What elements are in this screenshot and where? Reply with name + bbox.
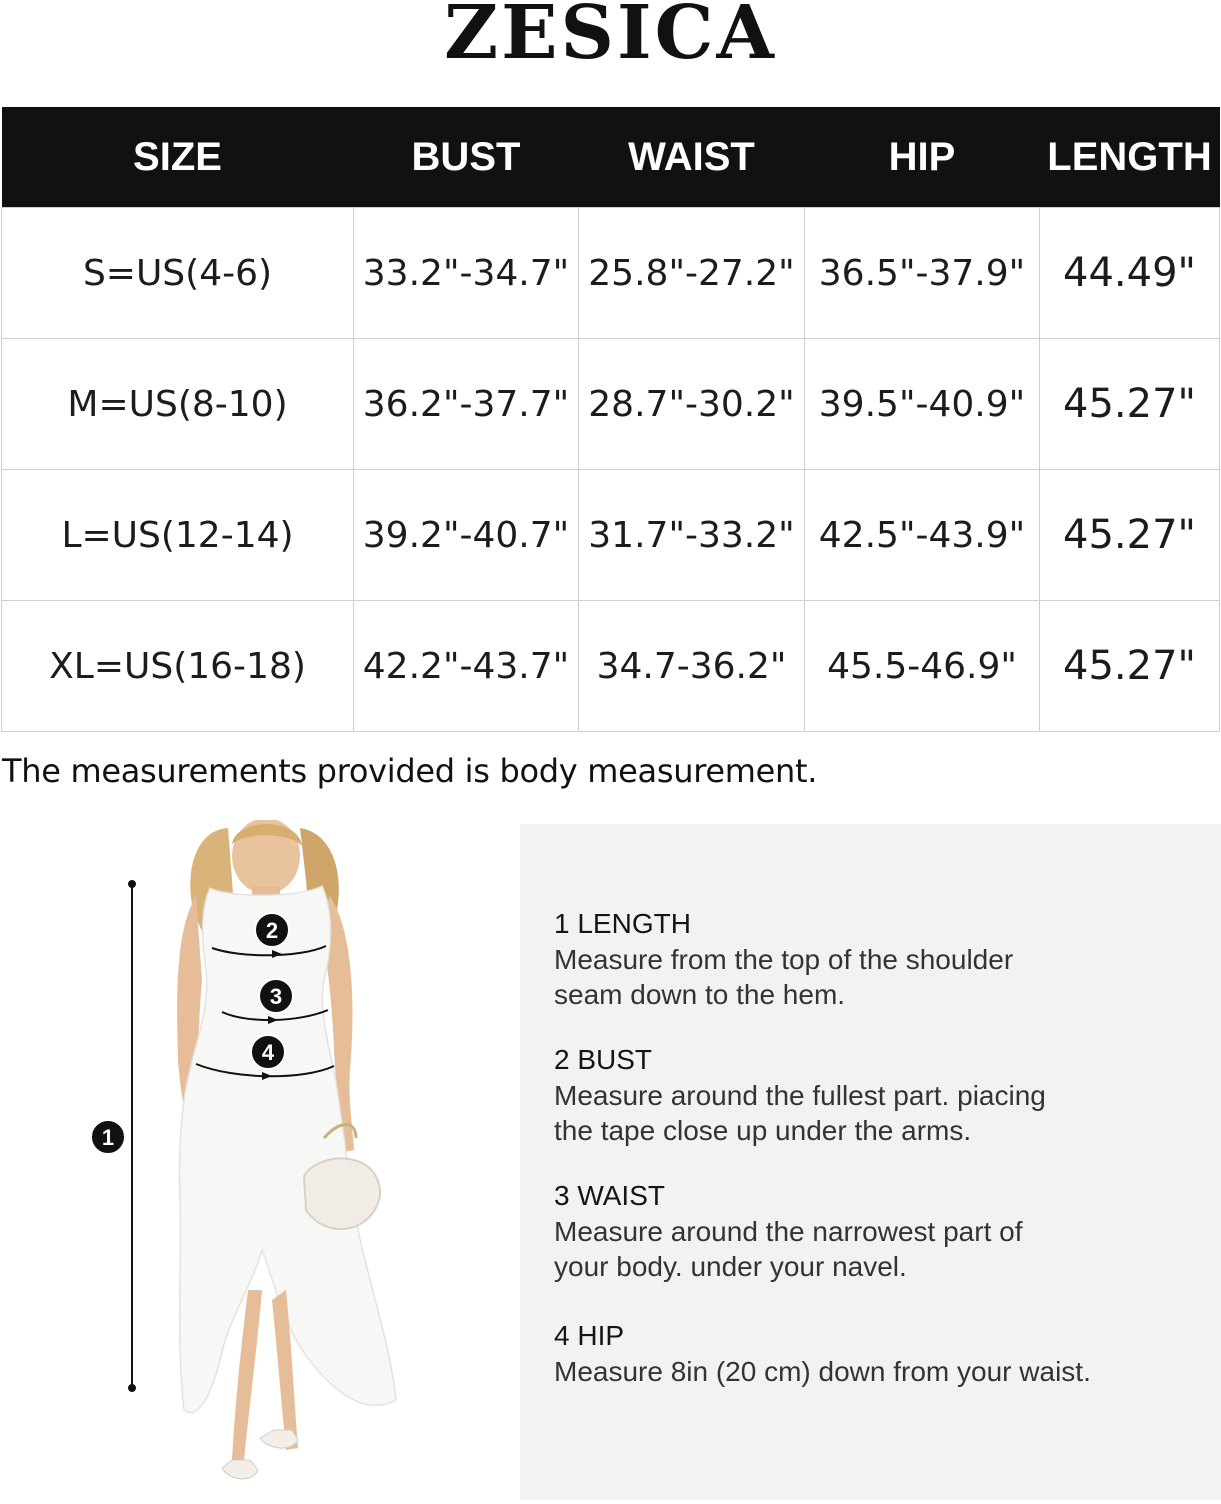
cell-waist: 34.7-36.2" [579, 601, 805, 732]
marker-4-label: 4 [261, 1040, 275, 1065]
guide-step-desc: Measure around the fullest part. piacing the tape close up under the arms. [554, 1080, 1046, 1146]
cell-bust: 36.2"-37.7" [354, 339, 579, 470]
guide-step-length [554, 906, 1194, 1012]
cell-size: M=US(8-10) [2, 339, 354, 470]
table-row [2, 208, 1220, 339]
measurement-note: The measurements provided is body measurement. [2, 752, 818, 790]
length-guide-top-dot [128, 880, 136, 888]
cell-waist: 25.8"-27.2" [579, 208, 805, 339]
header-size: SIZE [2, 107, 354, 208]
cell-size: L=US(12-14) [2, 470, 354, 601]
cell-hip: 45.5-46.9" [805, 601, 1040, 732]
header-hip: HIP [805, 107, 1040, 208]
cell-bust: 33.2"-34.7" [354, 208, 579, 339]
marker-3-label: 3 [269, 984, 283, 1009]
cell-size: S=US(4-6) [2, 208, 354, 339]
table-row [2, 339, 1220, 470]
table-header-row [2, 107, 1220, 208]
right-shoe [260, 1430, 298, 1448]
cell-waist: 31.7"-33.2" [579, 470, 805, 601]
cell-hip: 36.5"-37.9" [805, 208, 1040, 339]
left-shoe [222, 1460, 258, 1479]
table-row [2, 470, 1220, 601]
dress-illustration [0, 820, 520, 1500]
cell-waist: 28.7"-30.2" [579, 339, 805, 470]
handbag [304, 1158, 380, 1229]
table-row [2, 601, 1220, 732]
cell-length: 45.27" [1040, 470, 1220, 601]
cell-length: 45.27" [1040, 601, 1220, 732]
cell-size: XL=US(16-18) [2, 601, 354, 732]
guide-step-title: 4 HIP [554, 1320, 625, 1351]
guide-step-title: 3 WAIST [554, 1180, 665, 1211]
guide-step-title: 2 BUST [554, 1044, 653, 1075]
cell-bust: 42.2"-43.7" [354, 601, 579, 732]
guide-step-title: 1 LENGTH [554, 908, 691, 939]
guide-step-desc: Measure 8in (20 cm) down from your waist. [554, 1356, 1091, 1387]
cell-length: 44.49" [1040, 208, 1220, 339]
guide-step-waist [554, 1178, 1194, 1284]
cell-hip: 42.5"-43.9" [805, 470, 1040, 601]
cell-bust: 39.2"-40.7" [354, 470, 579, 601]
marker-2-label: 2 [265, 918, 279, 943]
brand-logo: ZESICA [444, 0, 777, 76]
model-figure [0, 820, 520, 1500]
guide-step-hip [554, 1318, 1194, 1389]
header-bust: BUST [354, 107, 579, 208]
left-leg [232, 1290, 262, 1460]
length-guide-bottom-dot [128, 1384, 136, 1392]
cell-length: 45.27" [1040, 339, 1220, 470]
guide-step-desc: Measure from the top of the shoulder seam down to the hem. [554, 944, 1014, 1010]
guide-step-bust [554, 1042, 1194, 1148]
measurement-guide-panel [520, 824, 1221, 1500]
size-chart-table [1, 107, 1220, 732]
header-length: LENGTH [1040, 107, 1220, 208]
guide-step-desc: Measure around the narrowest part of your body. under your navel. [554, 1216, 1023, 1282]
header-waist: WAIST [579, 107, 805, 208]
marker-1-label: 1 [101, 1125, 115, 1150]
cell-hip: 39.5"-40.9" [805, 339, 1040, 470]
